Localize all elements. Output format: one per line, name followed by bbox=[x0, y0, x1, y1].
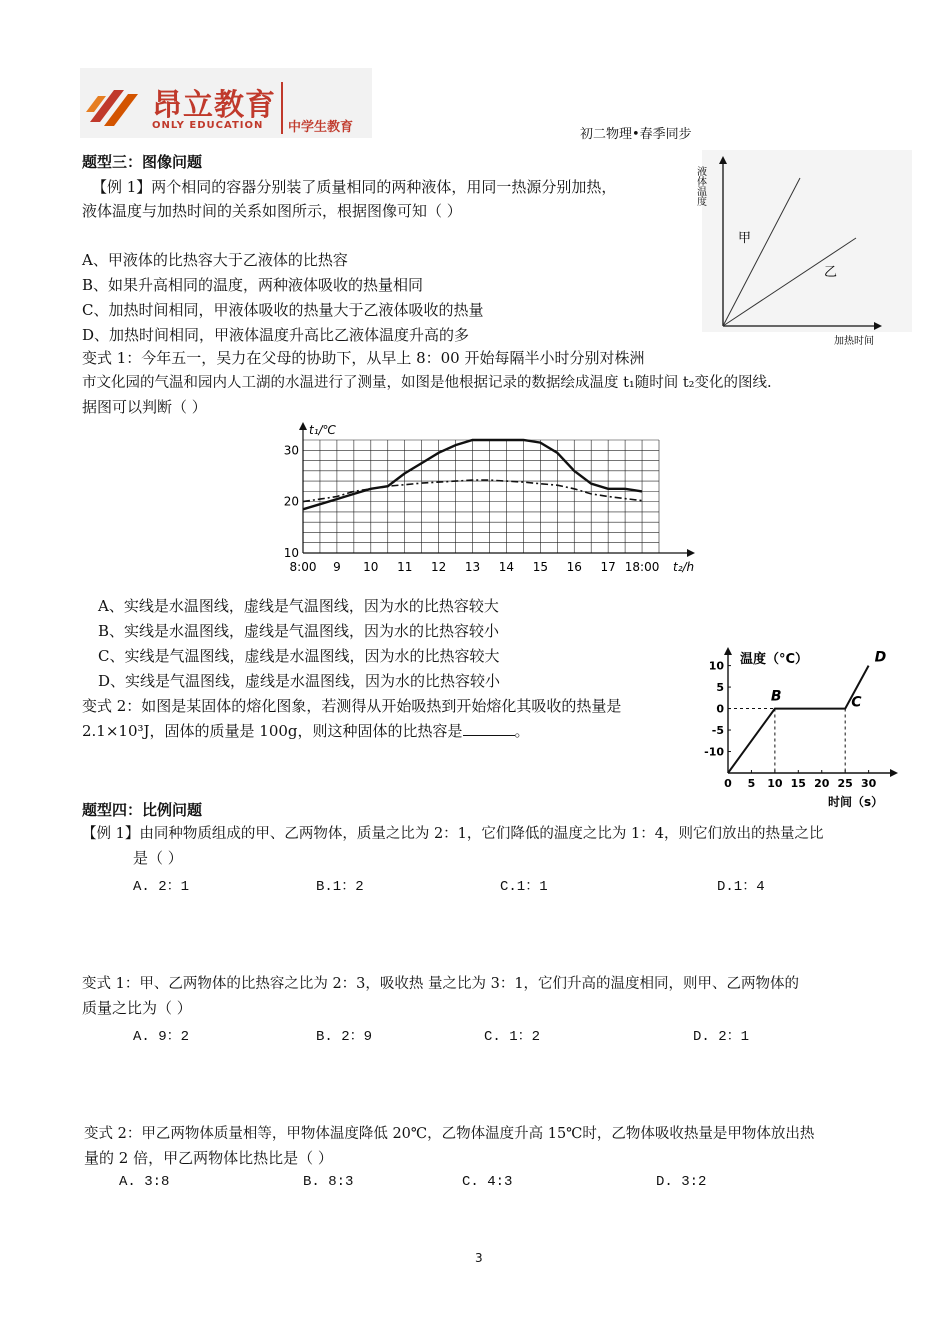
x-tick-label: 13 bbox=[464, 560, 481, 574]
s4-example1-option-a: A. 2：1 bbox=[133, 879, 190, 895]
variant1-option-d: D、实线是气温图线，虚线是水温图线，因为水的比热容较小 bbox=[98, 672, 501, 690]
x-tick-label: 8:00 bbox=[289, 560, 317, 574]
s4-variant1-option-a: A. 9：2 bbox=[133, 1029, 190, 1045]
y-tick-label: 5 bbox=[716, 681, 724, 695]
temperature-time-chart bbox=[275, 420, 705, 582]
y-axis-label: 温度（°C） bbox=[740, 652, 809, 667]
y-axis-arrow-icon bbox=[724, 647, 732, 655]
variant1-line2: 市文化园的气温和园内人工湖的水温进行了测量，如图是他根据记录的数据绘成温度 t₁随时间 t₂变化的图线. bbox=[82, 375, 772, 391]
x-tick-label: 30 bbox=[860, 777, 877, 790]
example1-option-d: D、加热时间相同，甲液体温度升高比乙液体温度升高的多 bbox=[82, 326, 470, 344]
variant2-end: 。 bbox=[514, 722, 530, 740]
answer-blank bbox=[463, 721, 515, 736]
logo-english: ONLY EDUCATION bbox=[152, 120, 264, 131]
point-label: C bbox=[851, 694, 862, 711]
x-tick-label: 10 bbox=[767, 777, 783, 790]
course-title: 初二物理•春季同步 bbox=[580, 127, 692, 142]
s4-variant2-option-a: A. 3:8 bbox=[119, 1174, 170, 1190]
y-tick-label: -10 bbox=[704, 745, 724, 759]
s4-example1-line2: 是（ ） bbox=[133, 849, 183, 867]
logo-mark-icon bbox=[84, 82, 146, 130]
s4-example1-option-d: D.1：4 bbox=[717, 879, 765, 895]
melting-curve-line bbox=[728, 666, 869, 773]
y-tick-label: 20 bbox=[283, 494, 299, 509]
melting-curve-chart bbox=[695, 645, 900, 813]
s4-variant2-option-b: B. 8:3 bbox=[303, 1174, 354, 1190]
s4-example1-option-b: B.1：2 bbox=[316, 879, 364, 895]
x-tick-label: 18:00 bbox=[624, 560, 660, 574]
logo-text: 昂立教育 bbox=[152, 88, 276, 123]
variant1-line1: 变式 1：今年五一，吴力在父母的协助下，从早上 8：00 开始每隔半小时分别对株洲 bbox=[82, 349, 645, 367]
point-label: D bbox=[874, 649, 887, 666]
line-a-label: 甲 bbox=[738, 231, 752, 246]
logo-divider bbox=[281, 82, 283, 134]
example1-option-c: C、加热时间相同，甲液体吸收的热量大于乙液体吸收的热量 bbox=[82, 301, 484, 319]
section-title-3: 题型三：图像问题 bbox=[82, 153, 203, 171]
x-axis-arrow-icon bbox=[687, 549, 695, 557]
y-axis-label: t₁/℃ bbox=[309, 423, 337, 437]
section-title-4: 题型四：比例问题 bbox=[82, 801, 203, 819]
variant1-line3: 据图可以判断（ ） bbox=[82, 398, 207, 416]
x-axis-arrow-icon bbox=[890, 769, 898, 777]
s4-variant2-option-d: D. 3:2 bbox=[656, 1174, 707, 1190]
x-tick-label: 12 bbox=[430, 560, 447, 574]
x-axis-label: t₂/h bbox=[673, 560, 695, 574]
x-tick-label: 14 bbox=[498, 560, 515, 574]
graph-background bbox=[702, 150, 912, 332]
s4-example1-line1: 【例 1】由同种物质组成的甲、乙两物体，质量之比为 2：1，它们降低的温度之比为 1：4，则它们放出的热量之比 bbox=[82, 826, 824, 842]
x-axis-label: 时间（s） bbox=[828, 795, 884, 809]
y-tick-label: 10 bbox=[283, 546, 299, 560]
example1-option-a: A、甲液体的比热容大于乙液体的比热容 bbox=[82, 251, 348, 269]
variant2-line1: 变式 2：如图是某固体的熔化图象，若测得从开始吸热到开始熔化其吸收的热量是 bbox=[82, 697, 622, 715]
x-tick-label: 9 bbox=[333, 560, 341, 574]
variant1-option-c: C、实线是气温图线，虚线是水温图线，因为水的比热容较大 bbox=[98, 647, 500, 665]
s4-variant1-line2: 质量之比为（ ） bbox=[82, 999, 192, 1017]
x-tick-label: 5 bbox=[747, 777, 756, 790]
y-tick-label: 10 bbox=[708, 659, 724, 673]
example1-line1: 【例 1】两个相同的容器分别装了质量相同的两种液体，用同一热源分别加热， bbox=[92, 178, 617, 196]
page-number: 3 bbox=[475, 1251, 483, 1265]
x-axis-label: 加热时间 bbox=[834, 336, 874, 347]
s4-variant1-option-c: C. 1：2 bbox=[484, 1029, 541, 1045]
example1-line2: 液体温度与加热时间的关系如图所示，根据图像可知（ ） bbox=[82, 202, 462, 220]
s4-variant2-line2: 量的 2 倍，甲乙两物体比热比是（ ） bbox=[84, 1149, 333, 1167]
variant2-line2 bbox=[82, 721, 530, 741]
s4-variant1-line1: 变式 1：甲、乙两物体的比热容之比为 2：3，吸收热 量之比为 3：1，它们升高的温度相同，则甲、乙两物体的 bbox=[82, 976, 800, 992]
s4-variant2-line1: 变式 2：甲乙两物体质量相等，甲物体温度降低 20℃，乙物体温度升高 15℃时，乙物体吸收热量是甲物体放出热 bbox=[84, 1126, 815, 1142]
x-tick-label: 0 bbox=[724, 777, 732, 790]
x-tick-label: 15 bbox=[790, 777, 806, 790]
s4-example1-option-c: C.1：1 bbox=[500, 879, 548, 895]
example1-option-b: B、如果升高相同的温度，两种液体吸收的热量相同 bbox=[82, 276, 424, 294]
s4-variant1-option-b: B. 2：9 bbox=[316, 1029, 373, 1045]
variant1-option-a: A、实线是水温图线，虚线是气温图线，因为水的比热容较大 bbox=[98, 597, 499, 615]
y-tick-label: 30 bbox=[283, 443, 299, 458]
y-tick-label: 0 bbox=[716, 702, 724, 716]
point-label: B bbox=[770, 688, 782, 705]
x-tick-label: 16 bbox=[566, 560, 582, 574]
y-tick-label: -5 bbox=[711, 724, 724, 738]
line-b-label: 乙 bbox=[824, 265, 838, 280]
variant2-text: 2.1×10³J，固体的质量是 100g，则这种固体的比热容是 bbox=[82, 722, 463, 740]
x-tick-label: 25 bbox=[837, 777, 853, 790]
s4-variant2-option-c: C. 4:3 bbox=[462, 1174, 513, 1190]
logo-subtitle: 中学生教育 bbox=[288, 120, 354, 135]
liquid-temperature-graph bbox=[690, 150, 915, 348]
y-axis-arrow-icon bbox=[299, 422, 307, 430]
x-tick-label: 10 bbox=[363, 560, 379, 574]
x-tick-label: 17 bbox=[600, 560, 616, 574]
variant1-option-b: B、实线是水温图线，虚线是气温图线，因为水的比热容较小 bbox=[98, 622, 500, 640]
y-axis-label: 液体温度 bbox=[694, 166, 706, 206]
x-tick-label: 11 bbox=[397, 560, 413, 574]
s4-variant1-option-d: D. 2：1 bbox=[693, 1029, 750, 1045]
x-tick-label: 15 bbox=[532, 560, 548, 574]
x-tick-label: 20 bbox=[814, 777, 830, 790]
